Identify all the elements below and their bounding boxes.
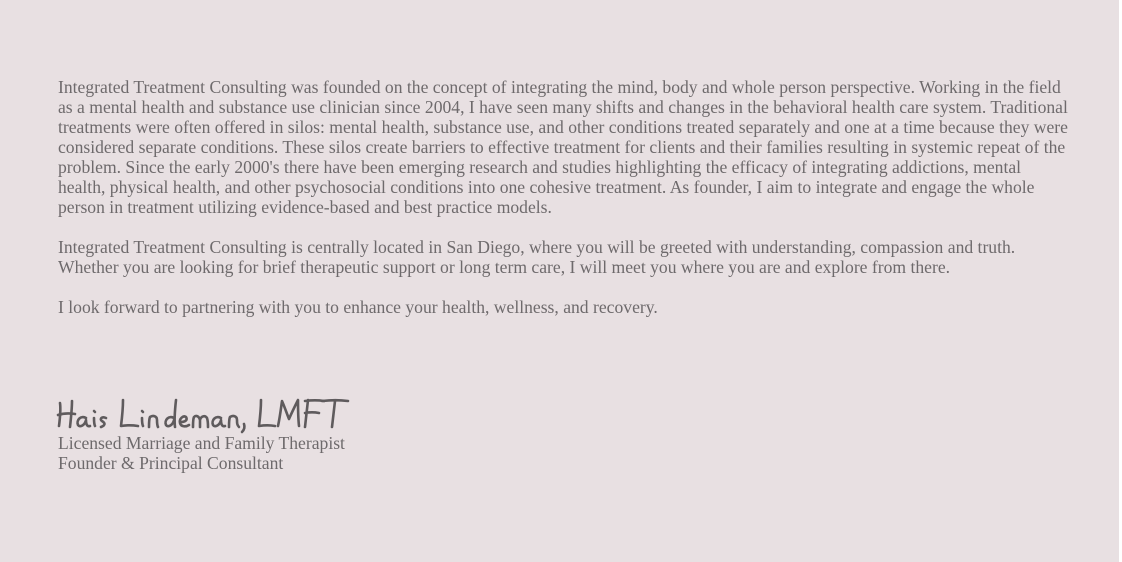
paragraph-closing: I look forward to partnering with you to enhance your health, wellness, and recovery. [58,297,658,317]
letter-body [58,77,1068,337]
credential-role: Founder & Principal Consultant [58,453,284,473]
credential-title: Licensed Marriage and Family Therapist [58,433,345,453]
signature-credentials [58,433,345,473]
handwritten-signature [56,394,366,434]
signature-graphic [56,394,366,434]
paragraph-location: Integrated Treatment Consulting is centrally located in San Diego, where you will be greeted with understanding, compassion and truth. Whether you are looking for brief therapeutic support or long term care, I will meet you where you are and explore from there. [58,237,1016,277]
paragraph-intro: Integrated Treatment Consulting was founded on the concept of integrating the mind, body and whole person perspective. Working in the field as a mental health and substance use clinician since 2004, I have seen many shifts and changes in the behavioral health care system. Traditional treatments were often offered in silos: mental health, substance use, and other conditions treated separately and one at a time because they were considered separate conditions. These silos create barriers to effective treatment for clients and their families resulting in systemic repeat of the problem. Since the early 2000's there have been emerging research and studies highlighting the efficacy of integrating addictions, mental health, physical health, and other psychosocial conditions into one cohesive treatment. As founder, I aim to integrate and engage the whole person in treatment utilizing evidence-based and best practice models. [58,77,1068,217]
